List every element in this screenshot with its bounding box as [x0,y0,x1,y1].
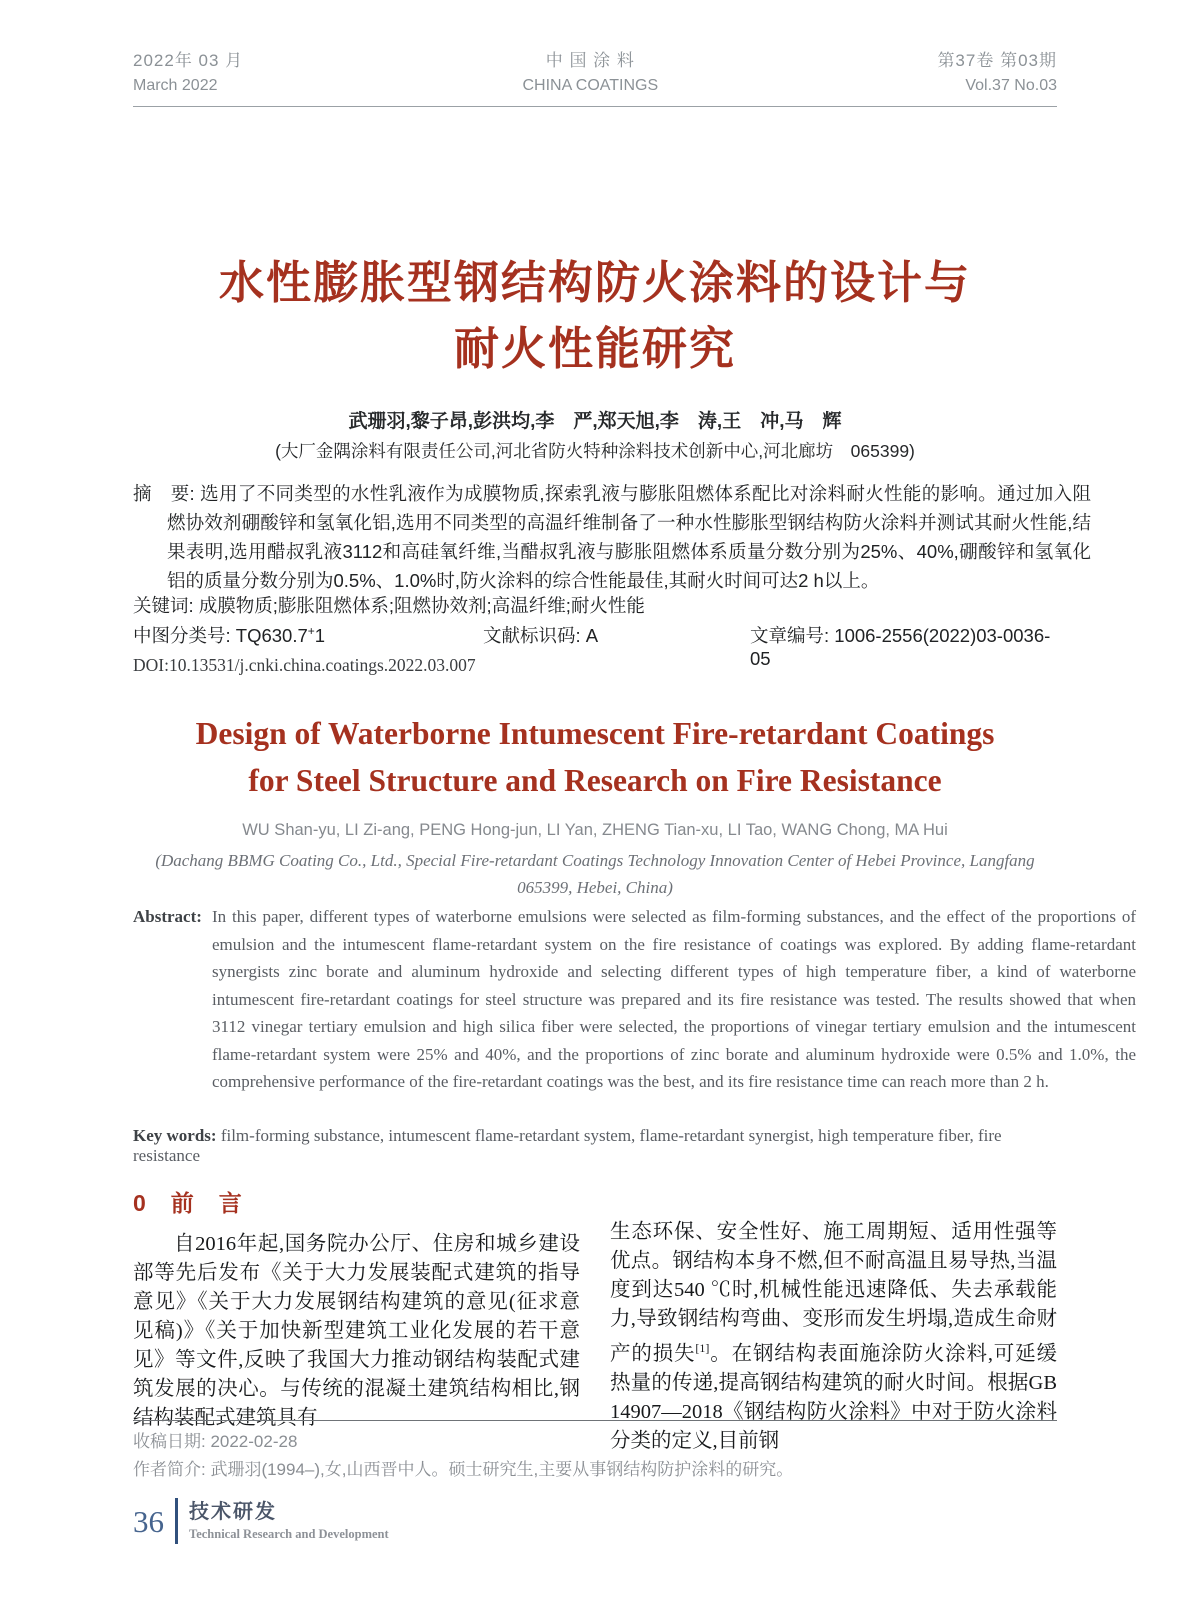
authors-zh: 武珊羽,黎子昂,彭洪均,李 严,郑天旭,李 涛,王 冲,马 辉 [348,411,842,432]
header-journal-zh: 中 国 涂 料 [545,51,635,70]
header-journal-en: CHINA COATINGS [522,76,659,94]
section-heading-intro: 0 前 言 [133,1190,243,1216]
page-number: 36 [133,1503,164,1539]
abstract-zh [133,479,1091,595]
header-issue-en: Vol.37 No.03 [965,76,1057,94]
keywords-en-label: Key words: [133,1126,221,1145]
header-date-zh: 2022年 03 月 [133,51,244,70]
article-title-en-line2: for Steel Structure and Research on Fire Resistance [248,763,942,798]
intro-paragraph-left: 自2016年起,国务院办公厅、住房和城乡建设部等先后发布《关于大力发展装配式建筑的指导意见》《关于大力发展钢结构建筑的意见(征求意见稿)》《关于加快新型建筑工业化发展的若干意见》等文件,反映了我国大力推动钢结构装配式建筑发展的决心。与传统的混凝土建筑结构相比,钢结构装配式建筑具有 [133,1233,580,1429]
authors-en: WU Shan-yu, LI Zi-ang, PENG Hong-jun, LI Yan, ZHENG Tian-xu, LI Tao, WANG Chong, MA Hui [242,821,948,839]
article-title-zh [133,250,1057,382]
author-bio: 作者简介: 武珊羽(1994–),女,山西晋中人。硕士研究生,主要从事钢结构防护涂料的研究。 [133,1460,794,1479]
abstract-zh-text: 选用了不同类型的水性乳液作为成膜物质,探索乳液与膨胀阻燃体系配比对涂料耐火性能的影响。通过加入阻燃协效剂硼酸锌和氢氧化铝,选用不同类型的高温纤维制备了一种水性膨胀型钢结构防火涂料并测试其耐火性能,结果表明,选用醋叔乳液3112和高硅氧纤维,当醋叔乳液与膨胀阻燃体系质量分数分别为25%、40%,硼酸锌和氢氧化铝的质量分数分别为0.5%、1.0%时,防火涂料的综合性能最佳,其耐火时间可达2 h以上。 [167,483,1092,591]
clc-number: 中图分类号: TQ630.7+1 [133,623,326,646]
footer-section [189,1500,389,1542]
body-column-right [610,1188,1057,1456]
footer-divider-bar [175,1498,178,1544]
article-title-zh-line2: 耐火性能研究 [453,323,736,374]
journal-header [133,48,1057,107]
doi: DOI:10.13531/j.cnki.china.coatings.2022.03.007 [133,655,476,675]
body-column-left [133,1188,580,1456]
body-columns [133,1188,1057,1456]
header-date-en: March 2022 [133,76,218,94]
intro-paragraph-right: 生态环保、安全性好、施工周期短、适用性强等优点。钢结构本身不燃,但不耐高温且易导热,当温度到达540 ℃时,机械性能迅速降低、失去承载能力,导致钢结构弯曲、变形而发生坍塌,造成生命财产的损失[1]。在钢结构表面施涂防火涂料,可延缓热量的传递,提高钢结构建筑的耐火时间。根据GB 14907—2018《钢结构防火涂料》中对于防火涂料分类的定义,目前钢 [610,1221,1058,1452]
article-title-en [133,710,1057,804]
keywords-zh-text: 成膜物质;膨胀阻燃体系;阻燃协效剂;高温纤维;耐火性能 [198,595,645,616]
article-number: 文章编号: 1006-2556(2022)03-0036-05 [750,625,1051,669]
page-footer [133,1498,1057,1544]
received-date: 收稿日期: 2022-02-28 [133,1432,298,1451]
citation-ref-1: [1] [695,1341,710,1355]
footer-section-en: Technical Research and Development [189,1527,389,1541]
clc-superscript: + [307,623,315,638]
abstract-zh-label: 摘 要: [133,483,201,504]
affiliation-en: (Dachang BBMG Coating Co., Ltd., Special Fire-retardant Coatings Technology Innovation Center of Hebei Province, Langfang 065399, Hebei, China) [155,851,1035,897]
footer-section-zh: 技术研发 [189,1501,277,1523]
keywords-zh-label: 关键词: [133,595,199,616]
abstract-en-text: In this paper, different types of waterborne emulsions were selected as film-forming substances, and the effect of the proportions of emulsion and the intumescent flame-retardant system on the fire resistance of coatings was explored. By adding flame-retardant synergists zinc borate and aluminum hydroxide and selecting different types of high temperature fiber, a kind of waterborne intumescent fire-retardant coatings for steel structure was prepared and its fire resistance was tested. The results showed that when 3112 vinegar tertiary emulsion and high silica fiber were selected, the proportions of vinegar tertiary emulsion and the intumescent flame-retardant system were 25% and 40%, and the proportions of zinc borate and aluminum hydroxide were 0.5% and 1.0%, the comprehensive performance of the fire-retardant coatings was the best, and its fire resistance time can reach more than 2 h. [212,907,1136,1091]
keywords-en-text: film-forming substance, intumescent flame-retardant system, flame-retardant synergist, high temperature fiber, fire resistance [133,1126,1002,1165]
article-title-zh-line1: 水性膨胀型钢结构防火涂料的设计与 [218,257,971,308]
keywords-en [133,1126,1057,1166]
header-issue-zh: 第37卷 第03期 [937,51,1057,70]
header-date [133,48,243,98]
article-title-en-line1: Design of Waterborne Intumescent Fire-retardant Coatings [195,716,995,751]
abstract-en [133,903,1136,1096]
header-journal-name [522,48,658,98]
affiliation-zh: (大厂金隅涂料有限责任公司,河北省防火特种涂料技术创新中心,河北廊坊 065399) [275,441,915,461]
abstract-en-label: Abstract: [133,907,202,926]
keywords-zh [133,592,1057,618]
footnotes [133,1420,1057,1484]
document-code: 文献标识码: A [483,625,599,646]
header-issue [937,48,1057,98]
